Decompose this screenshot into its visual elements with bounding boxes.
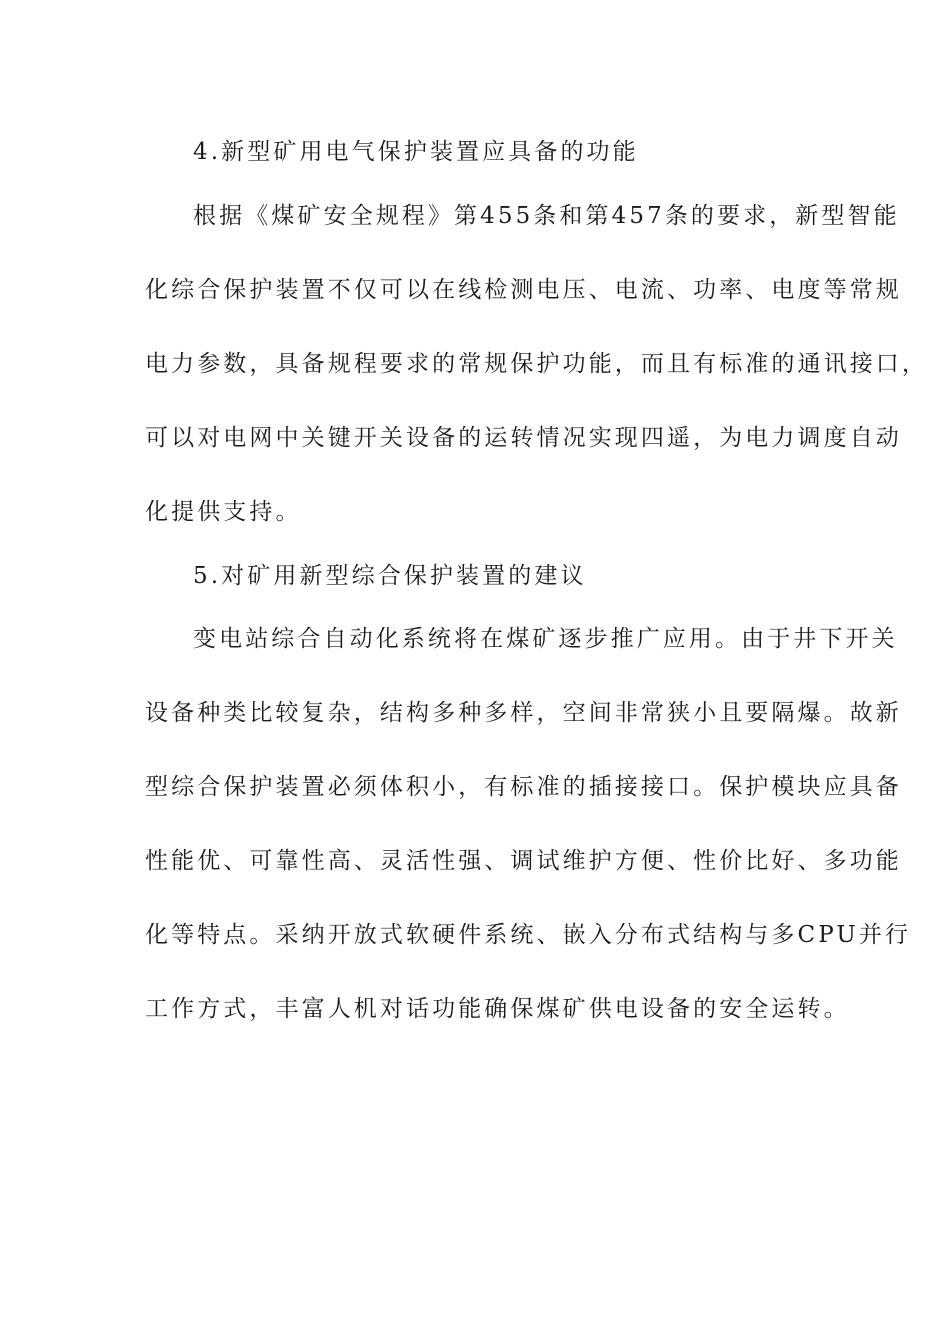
section-5-line-1: 变电站综合自动化系统将在煤矿逐步推广应用。由于井下开关 <box>193 626 898 652</box>
section-5-line-2: 设备种类比较复杂，结构多种多样，空间非常狭小且要隔爆。故新 <box>145 700 902 726</box>
section-4-line-2: 化综合保护装置不仅可以在线检测电压、电流、功率、电度等常规 <box>145 277 902 303</box>
section-5-line-3: 型综合保护装置必须体积小，有标准的插接接口。保护模块应具备 <box>145 774 902 800</box>
section-4-line-3: 电力参数，具备规程要求的常规保护功能，而且有标准的通讯接口， <box>145 351 928 377</box>
section-5-line-5: 化等特点。采纳开放式软硬件系统、嵌入分布式结构与多CPU并行 <box>145 922 912 948</box>
section-4-line-1: 根据《煤矿安全规程》第455条和第457条的要求，新型智能 <box>193 203 900 229</box>
section-4-heading: 4.新型矿用电气保护装置应具备的功能 <box>193 139 639 165</box>
section-5-line-4: 性能优、可靠性高、灵活性强、调试维护方便、性价比好、多功能 <box>145 848 902 874</box>
section-4-line-4: 可以对电网中关键开关设备的运转情况实现四遥，为电力调度自动 <box>145 425 902 451</box>
section-5-heading: 5.对矿用新型综合保护装置的建议 <box>193 563 587 589</box>
section-5-line-6: 工作方式，丰富人机对话功能确保煤矿供电设备的安全运转。 <box>145 996 850 1022</box>
section-4-line-5: 化提供支持。 <box>145 499 302 525</box>
